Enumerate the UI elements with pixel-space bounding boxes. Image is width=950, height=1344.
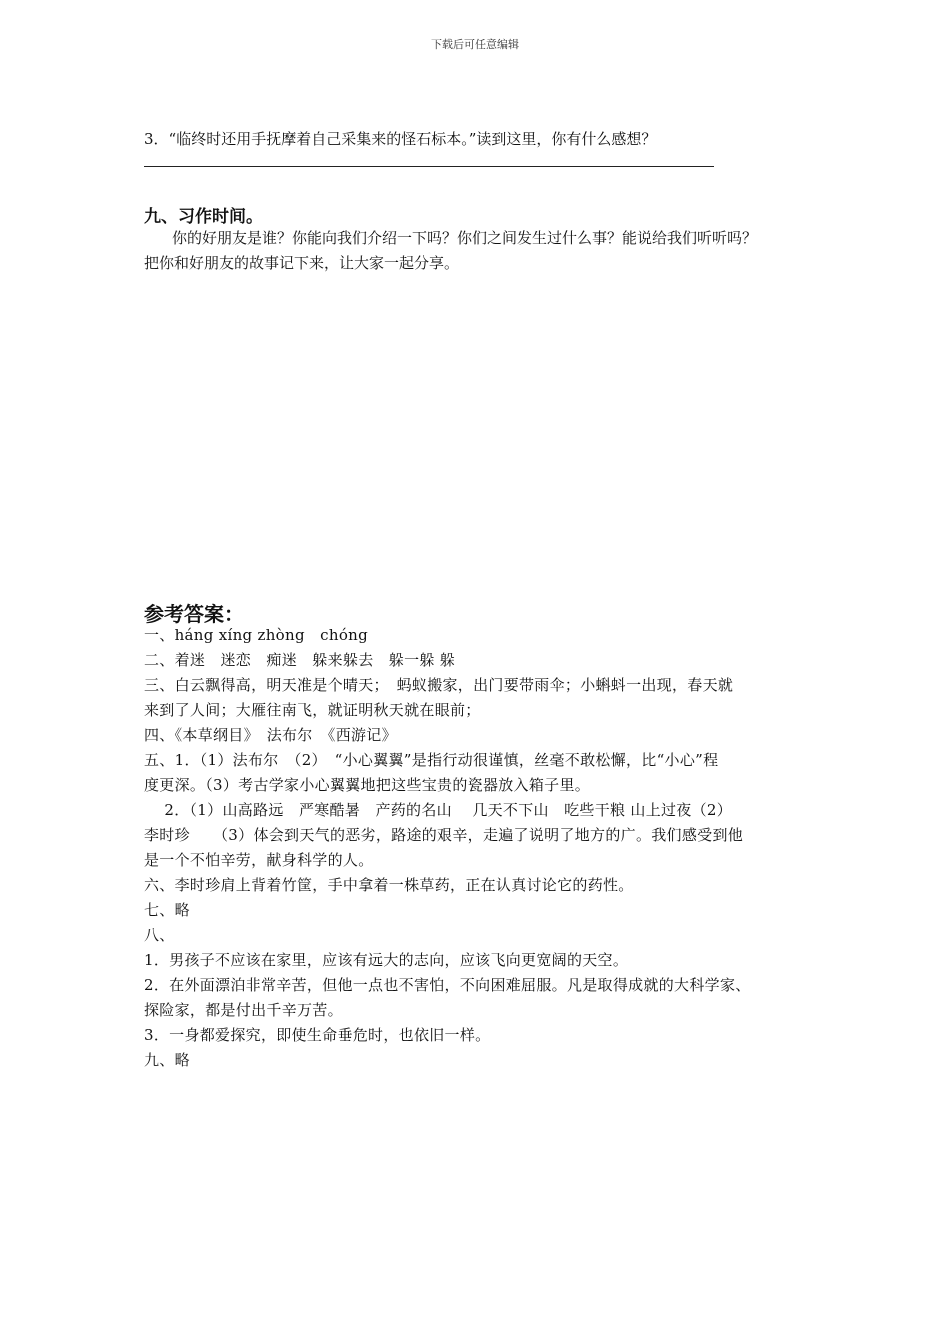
answer-line: 二、着迷 迷恋 痴迷 躲来躲去 躲一躲 躲 <box>144 651 456 669</box>
answer-line: 李时珍 （3）体会到天气的恶劣，路途的艰辛，走遍了说明了地方的广。我们感受到他 <box>144 826 744 844</box>
answer-line: 是一个不怕辛劳，献身科学的人。 <box>144 851 374 869</box>
section-9-prompt-line-1: 你的好朋友是谁？你能向我们介绍一下吗？你们之间发生过什么事？能说给我们听听吗？ <box>172 229 758 247</box>
section-9-prompt-line-2: 把你和好朋友的故事记下来，让大家一起分享。 <box>144 254 460 272</box>
question-3: 3．“临终时还用手抚摩着自己采集来的怪石标本。”读到这里，你有什么感想？ <box>144 130 657 148</box>
answer-line: 五、1．（1）法布尔 （2） “小心翼翼”是指行动很谨慎，丝毫不敢松懈，比“小心”程 <box>144 751 719 769</box>
answer-line: 2．（1）山高路远 严寒酷暑 产药的名山 几天不下山 吃些干粮 山上过夜（2） <box>144 801 733 819</box>
answer-line: 九、略 <box>144 1051 190 1069</box>
answer-blank-line <box>144 166 714 167</box>
answer-line: 一、háng xíng zhòng chóng <box>144 626 369 644</box>
answer-line: 1．男孩子不应该在家里，应该有远大的志向，应该飞向更宽阔的天空。 <box>144 951 629 969</box>
answer-line: 探险家，都是付出千辛万苦。 <box>144 1001 343 1019</box>
section-9-title: 九、习作时间。 <box>144 207 263 227</box>
answer-line: 六、李时珍肩上背着竹筐，手中拿着一株草药，正在认真讨论它的药性。 <box>144 876 634 894</box>
answer-line: 3．一身都爱探究，即使生命垂危时，也依旧一样。 <box>144 1026 491 1044</box>
answer-line: 2．在外面漂泊非常辛苦，但他一点也不害怕，不向困难屈服。凡是取得成就的大科学家、 <box>144 976 751 994</box>
answer-line: 八、 <box>144 926 175 944</box>
answers-title: 参考答案： <box>144 602 244 626</box>
answer-line: 度更深。（3）考古学家小心翼翼地把这些宝贵的瓷器放入箱子里。 <box>144 776 591 794</box>
answer-line: 来到了人间；大雁往南飞，就证明秋天就在眼前； <box>144 701 481 719</box>
answer-line: 四、《本草纲目》 法布尔 《西游记》 <box>144 726 397 744</box>
answer-line: 三、白云飘得高，明天准是个晴天； 蚂蚁搬家，出门要带雨伞；小蝌蚪一出现，春天就 <box>144 676 734 694</box>
answer-line: 七、略 <box>144 901 190 919</box>
page-header: 下载后可任意编辑 <box>431 38 519 51</box>
